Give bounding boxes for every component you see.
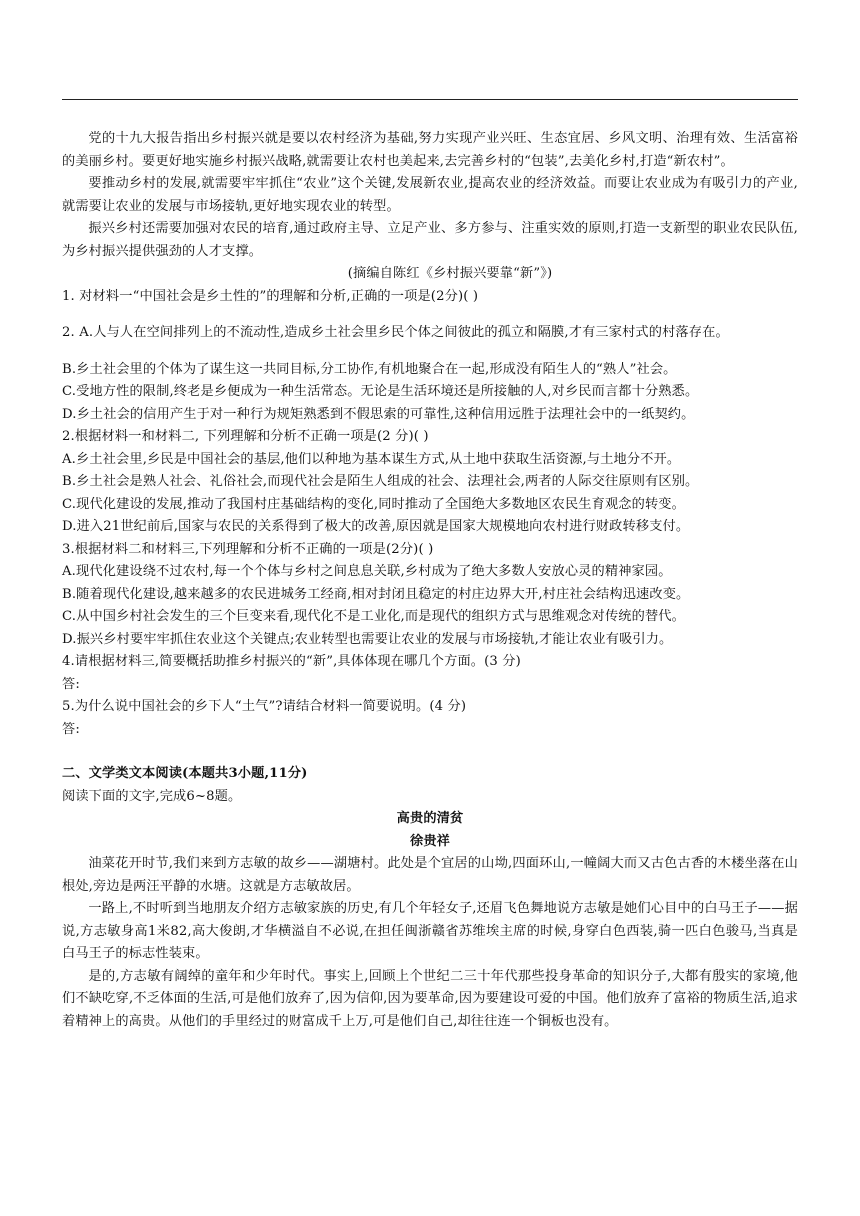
material-paragraph: 振兴乡村还需要加强对农民的培育,通过政府主导、立足产业、多方参与、注重实效的原则,打造一支新型的职业农民队伍,为乡村振兴提供强劲的人才支撑。 — [62, 221, 798, 259]
header-rule — [62, 99, 798, 100]
question-3-option-b: B.随着现代化建设,越来越多的农民进城务工经商,相对封闭且稳定的村庄边界大开,村庄社会结构迅速改变。 — [62, 586, 690, 602]
question-1-stem: 1. 对材料一“中国社会是乡土性的”的理解和分析,正确的一项是(2分)( ) — [62, 288, 479, 304]
question-1-option-b: B.乡土社会里的个体为了谋生这一共同目标,分工协作,有机地聚合在一起,形成没有陌生人的“熟人”社会。 — [62, 361, 677, 377]
passage-author: 徐贵祥 — [409, 833, 450, 849]
question-2-option-c: C.现代化建设的发展,推动了我国村庄基础结构的变化,同时推动了全国绝大多数地区农民生育观念的转变。 — [62, 496, 685, 512]
passage-paragraph: 油菜花开时节,我们来到方志敏的故乡——湖塘村。此处是个宜居的山坳,四面环山,一幢阔大而又古色古香的木楼坐落在山根处,旁边是两汪平静的水塘。这就是方志敏故居。 — [62, 856, 798, 894]
question-2-option-d: D.进入21世纪前后,国家与农民的关系得到了极大的改善,原因就是国家大规模地向农村进行财政转移支付。 — [62, 519, 690, 534]
question-1-option-c: C.受地方性的限制,终老是乡便成为一种生活常态。无论是生活环境还是所接触的人,对乡民而言都十分熟悉。 — [62, 384, 699, 399]
question-3-option-a: A.现代化建设绕不过农村,每一个个体与乡村之间息息关联,乡村成为了绝大多数人安放心灵的精神家园。 — [62, 564, 672, 579]
material-paragraph: 要推动乡村的发展,就需要牢牢抓住“农业”这个关键,发展新农业,提高农业的经济效益。而要让农业成为有吸引力的产业,就需要让农业的发展与市场接轨,更好地实现农业的转型。 — [62, 176, 798, 214]
question-3-option-c: C.从中国乡村社会发生的三个巨变来看,现代化不是工业化,而是现代的组织方式与思维观念对传统的替代。 — [62, 609, 685, 624]
passage-paragraph: 是的,方志敏有阔绰的童年和少年时代。事实上,回顾上个世纪二三十年代那些投身革命的知识分子,大都有殷实的家境,他们不缺吃穿,不乏体面的生活,可是他们放弃了,因为信仰,因为要革命,因为要建设可爱的中国。他们放弃了富裕的物质生活,追求着精神上的高贵。从他们的手里经过的财富成千上万,可是他们自己,却往往连一个铜板也没有。 — [62, 968, 798, 1029]
passage-paragraph: 一路上,不时听到当地朋友介绍方志敏家族的历史,有几个年轻女子,还眉飞色舞地说方志敏是她们心目中的白马王子——据说,方志敏身高1米82,高大俊朗,才华横溢自不必说,在担任闽浙赣省苏维埃主席的时候,身穿白色西装,骑一匹白色骏马,当真是白马王子的标志性装束。 — [62, 901, 798, 961]
question-2-stem: 2.根据材料一和材料二, 下列理解和分析不正确一项是(2 分)( ) — [62, 429, 429, 444]
material-source: (摘编自陈红《乡村振兴要靠“新”》) — [347, 266, 553, 281]
question-5-stem: 5.为什么说中国社会的乡下人“土气”?请结合材料一简要说明。(4 分) — [62, 699, 467, 714]
question-2-option-b: B.乡土社会是熟人社会、礼俗社会,而现代社会是陌生人组成的社会、法理社会,两者的人际交往原则有区别。 — [62, 474, 699, 489]
question-4-answer-label: 答: — [62, 676, 80, 692]
question-3-stem: 3.根据材料二和材料三,下列理解和分析不正确的一项是(2分)( ) — [62, 541, 434, 557]
passage-title: 高贵的清贫 — [396, 811, 464, 826]
section-2-instruction: 阅读下面的文字,完成6~8题。 — [62, 788, 242, 804]
question-2-option-a: A.乡土社会里,乡民是中国社会的基层,他们以种地为基本谋生方式,从土地中获取生活资源,与土地分不开。 — [62, 451, 681, 467]
question-4-stem: 4.请根据材料三,简要概括助推乡村振兴的“新”,具体体现在哪几个方面。(3 分) — [62, 654, 521, 669]
question-3-option-d: D.振兴乡村要牢牢抓住农业这个关键点;农业转型也需要让农业的发展与市场接轨,才能让农业有吸引力。 — [62, 631, 673, 647]
question-5-answer-label: 答: — [62, 721, 80, 737]
section-2-heading: 二、文学类文本阅读(本题共3小题,11分) — [62, 766, 308, 781]
question-1-option-d: D.乡土社会的信用产生于对一种行为规矩熟悉到不假思索的可靠性,这种信用远胜于法理社会中的一纸契约。 — [62, 406, 695, 422]
material-paragraph: 党的十九大报告指出乡村振兴就是要以农村经济为基础,努力实现产业兴旺、生态宜居、乡风文明、治理有效、生活富裕的美丽乡村。要更好地实施乡村振兴战略,就需要让农村也美起来,去完善乡村的“包装”,去美化乡村,打造“新农村”。 — [62, 131, 798, 169]
document-body — [62, 128, 798, 1033]
question-1-option-a: 2. A.人与人在空间排列上的不流动性,造成乡土社会里乡民个体之间彼此的孤立和隔膜,才有三家村式的村落存在。 — [62, 325, 729, 340]
